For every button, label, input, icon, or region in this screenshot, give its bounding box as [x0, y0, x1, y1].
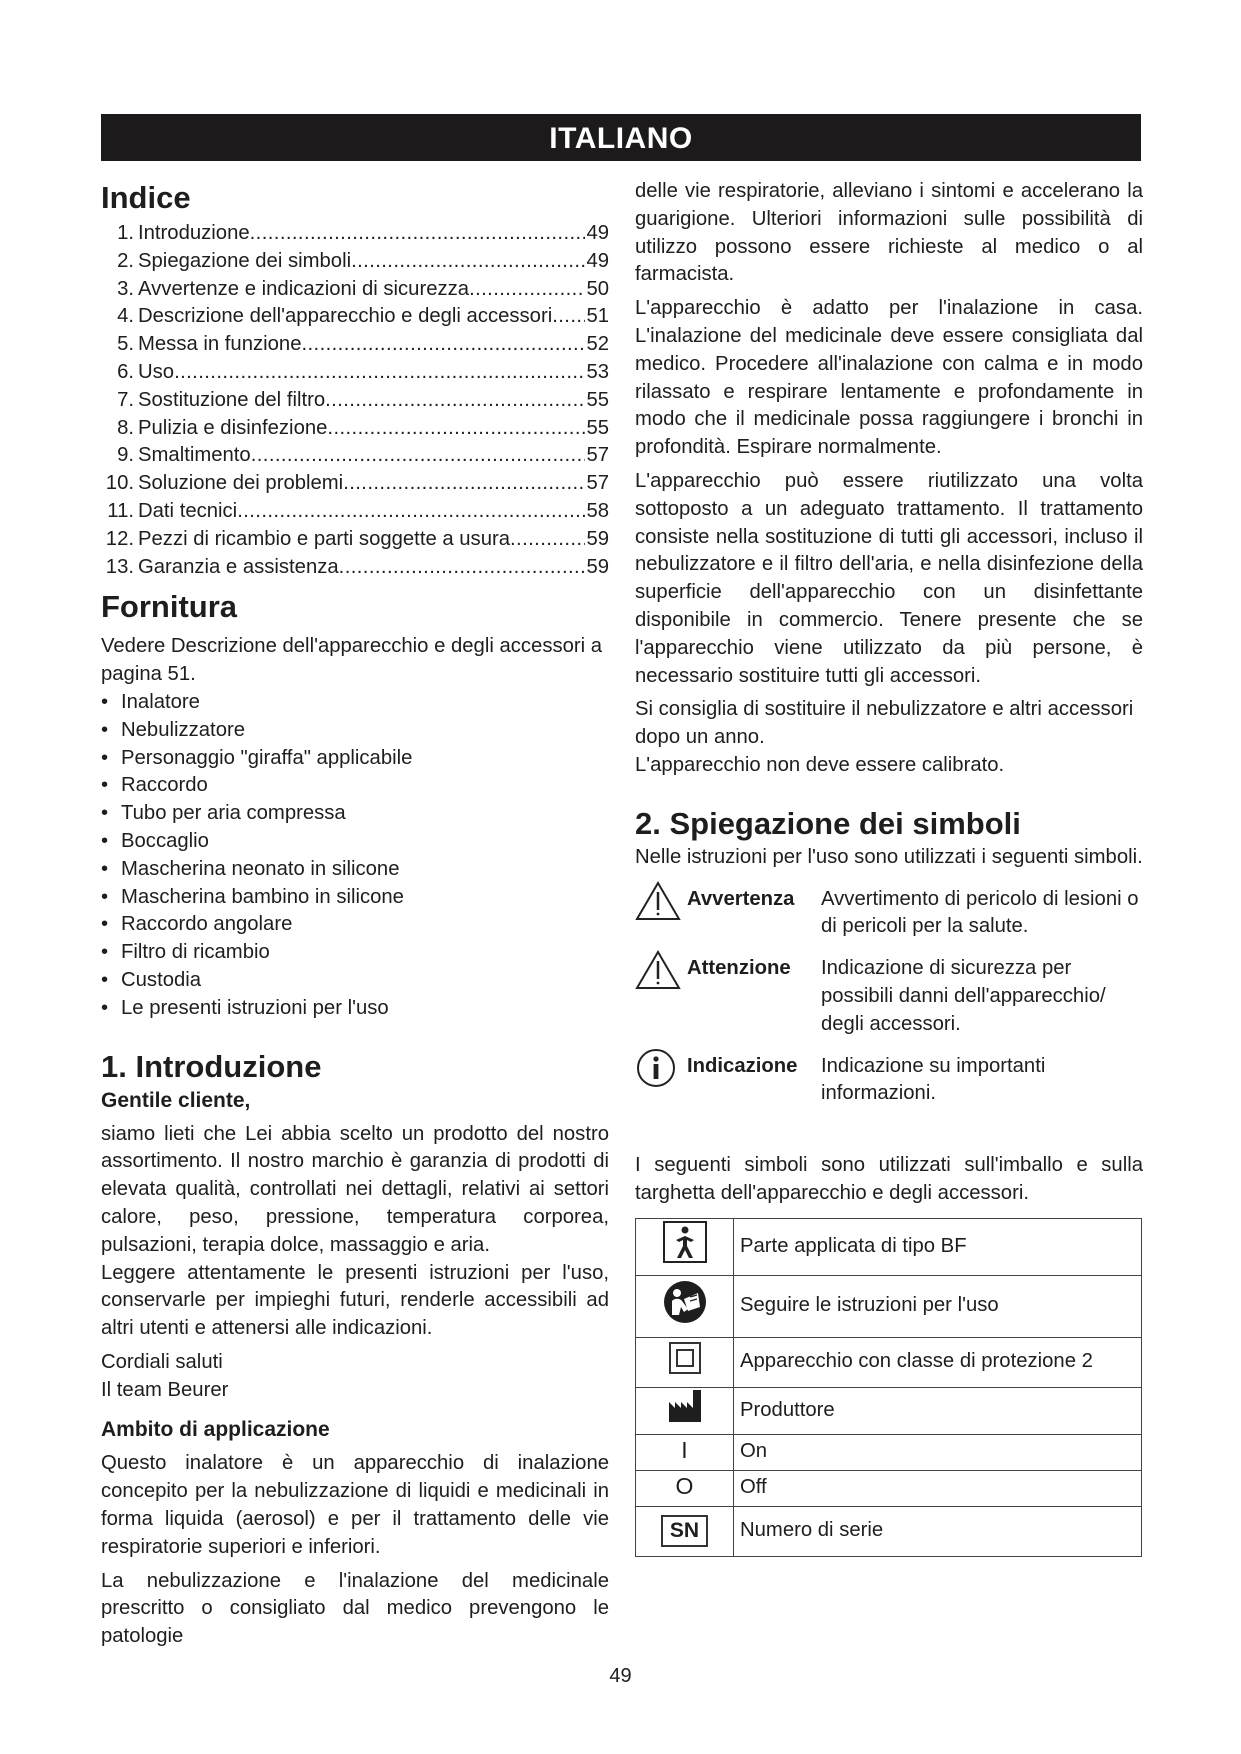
symbol-cell — [636, 1470, 734, 1506]
toc-leader-dots — [469, 276, 585, 304]
toc-label: Smaltimento — [138, 444, 251, 467]
toc-entry[interactable] — [101, 415, 609, 443]
toc-label: Avvertenze e indicazioni di sicurezza — [138, 277, 470, 300]
symbol-description: Numero di serie — [734, 1506, 1142, 1556]
symbol-cell — [636, 1387, 734, 1434]
toc-page: 53 — [586, 360, 609, 383]
toc-number: 9. — [117, 444, 134, 467]
fornitura-item-label: Custodia — [121, 968, 202, 991]
symbol-table-row — [636, 1218, 1142, 1275]
toc-label: Uso — [138, 360, 175, 383]
scope-paragraph-2: La nebulizzazione e l'inalazione del medicinale prescritto o consigliato dal medico prevengono le patologie — [101, 1569, 609, 1648]
toc-entry[interactable] — [101, 470, 609, 498]
right-paragraph-2: L'apparecchio è adatto per l'inalazione in casa. L'inalazione del medicinale deve essere consigliata dal medico. Procedere all'inalazione con calma e in modo rilassato e respirare lentamente e profondamente in modo che il medicinale possa raggiungere i bronchi in profondità. Espirare normalmente. — [635, 297, 1143, 459]
toc-label: Introduzione — [138, 222, 250, 244]
toc-page: 59 — [586, 527, 609, 550]
toc-label: Messa in funzione — [138, 333, 302, 356]
toc-leader-dots — [251, 442, 586, 470]
toc-number: 1. — [117, 222, 134, 244]
toc-entry[interactable] — [101, 526, 609, 554]
fornitura-item — [101, 884, 609, 912]
symbol-table-row — [636, 1434, 1142, 1470]
toc-number: 8. — [117, 416, 134, 439]
symbol-description: Off — [734, 1470, 1142, 1506]
table-of-contents — [101, 220, 609, 581]
info-circle-icon — [635, 1047, 687, 1091]
symbol-cell — [636, 1218, 734, 1275]
toc-number: 10. — [105, 472, 134, 495]
toc-entry[interactable] — [101, 303, 609, 331]
symbol-table-row — [636, 1337, 1142, 1387]
symbol-description: Parte applicata di tipo BF — [734, 1218, 1142, 1275]
signal-word-name: Attenzione — [687, 957, 791, 980]
toc-label: Descrizione dell'apparecchio e degli accessori — [138, 305, 553, 328]
fornitura-item-label: Mascherina neonato in silicone — [121, 857, 400, 880]
toc-label: Garanzia e assistenza — [138, 555, 339, 578]
protection-class-2-icon — [668, 1341, 702, 1384]
fornitura-intro: Vedere Descrizione dell'apparecchio e degli accessori a pagina 51. — [101, 635, 603, 686]
manufacturer-icon — [667, 1388, 703, 1433]
language-header — [101, 114, 1141, 161]
toc-number: 7. — [117, 388, 134, 411]
symbol-cell — [636, 1275, 734, 1337]
toc-label: Spiegazione dei simboli — [138, 249, 352, 272]
toc-number: 2. — [117, 249, 134, 272]
toc-leader-dots — [174, 359, 585, 387]
scope-heading: Ambito di applicazione — [101, 1418, 330, 1442]
right-paragraph-5: L'apparecchio non deve essere calibrato. — [635, 753, 1005, 776]
toc-page: 57 — [586, 444, 609, 467]
toc-number: 4. — [117, 305, 134, 328]
closing-line-1: Cordiali saluti — [101, 1350, 223, 1373]
symbol-table-row — [636, 1506, 1142, 1556]
fornitura-item — [101, 856, 609, 884]
right-paragraph-4: Si consiglia di sostituire il nebulizzatore e altri accessori dopo un anno. — [635, 698, 1134, 749]
toc-entry[interactable] — [101, 331, 609, 359]
introduction-heading: 1. Introduzione — [101, 1048, 322, 1084]
toc-label: Pezzi di ricambio e parti soggette a usura — [138, 527, 511, 550]
scope-paragraph-1: Questo inalatore è un apparecchio di inalazione concepito per la nebulizzazione di liquidi e medicinali in forma liquida (aerosol) e per il trattamento delle vie respiratorie superiori e inferiori. — [101, 1452, 609, 1558]
closing-line-2: Il team Beurer — [101, 1378, 229, 1401]
fornitura-item-label: Personaggio "giraffa" applicabile — [121, 746, 413, 769]
fornitura-heading: Fornitura — [101, 589, 238, 625]
right-column — [635, 178, 1143, 1557]
index-heading: Indice — [101, 180, 191, 215]
toc-entry[interactable] — [101, 276, 609, 304]
fornitura-item — [101, 772, 609, 800]
fornitura-item — [101, 800, 609, 828]
right-paragraph-3: L'apparecchio può essere riutilizzato una volta sottoposto a un adeguato trattamento. Il trattamento consiste nella sostituzione di tutti gli accessori, incluso il nebulizzatore e il filtro dell'aria, e nella disinfezione della superficie dell'apparecchio con un disinfettante disponibile in commercio. Tenere presente che se l'apparecchio viene utilizzato da più persone, è necessario sostituire tutti gli accessori. — [635, 469, 1143, 687]
symbol-cell — [636, 1337, 734, 1387]
toc-page: 55 — [586, 388, 609, 411]
toc-label: Sostituzione del filtro — [138, 388, 326, 411]
signal-word-description: Avvertimento di pericolo di lesioni o di pericoli per la salute. — [821, 887, 1139, 938]
fornitura-item — [101, 911, 609, 939]
toc-leader-dots — [510, 526, 585, 554]
toc-leader-dots — [301, 331, 585, 359]
toc-page: 50 — [586, 277, 609, 300]
intro-paragraph-2: Leggere attentamente le presenti istruzioni per l'uso, conservarle per impieghi futuri, renderle accessibili ad altri utenti e attenersi alle indicazioni. — [101, 1261, 609, 1340]
fornitura-item-label: Raccordo — [121, 774, 208, 797]
symbol-cell — [636, 1434, 734, 1470]
toc-number: 11. — [107, 499, 134, 522]
toc-entry[interactable] — [101, 220, 609, 248]
toc-page: 58 — [586, 499, 609, 522]
fornitura-list — [101, 689, 609, 1023]
fornitura-item-label: Boccaglio — [121, 829, 209, 852]
warning-triangle-icon — [635, 880, 687, 924]
toc-leader-dots — [250, 220, 586, 248]
toc-page: 51 — [586, 305, 609, 328]
toc-page: 57 — [586, 472, 609, 495]
toc-leader-dots — [327, 415, 585, 443]
toc-label: Soluzione dei problemi — [138, 472, 344, 495]
symbol-table-row — [636, 1275, 1142, 1337]
fornitura-item — [101, 995, 609, 1023]
toc-leader-dots — [237, 498, 585, 526]
toc-number: 6. — [117, 360, 134, 383]
fornitura-item-label: Le presenti istruzioni per l'uso — [121, 996, 389, 1019]
toc-entry[interactable] — [101, 498, 609, 526]
symbols-intro: Nelle istruzioni per l'uso sono utilizzati i seguenti simboli. — [635, 845, 1143, 868]
toc-number: 5. — [117, 333, 134, 356]
fornitura-item — [101, 689, 609, 717]
fornitura-item-label: Inalatore — [121, 690, 200, 713]
follow-instructions-icon — [662, 1279, 708, 1334]
left-column — [101, 178, 609, 1651]
fornitura-item — [101, 828, 609, 856]
symbols-heading: 2. Spiegazione dei simboli — [635, 805, 1021, 841]
language-title: ITALIANO — [549, 122, 693, 155]
toc-page: 52 — [586, 333, 609, 356]
bf-applied-part-icon — [662, 1220, 708, 1273]
fornitura-item-label: Nebulizzatore — [121, 718, 246, 741]
off-icon: O — [675, 1473, 694, 1500]
toc-leader-dots — [343, 470, 585, 498]
toc-leader-dots — [552, 303, 585, 331]
toc-entry[interactable] — [101, 387, 609, 415]
toc-label: Dati tecnici — [138, 499, 238, 522]
symbols-table — [635, 1218, 1142, 1557]
toc-number: 12. — [105, 527, 134, 550]
fornitura-item-label: Mascherina bambino in silicone — [121, 885, 404, 908]
toc-page: 55 — [586, 416, 609, 439]
toc-number: 13. — [105, 555, 134, 578]
signal-words-list — [635, 880, 1143, 1109]
symbol-description: Produttore — [734, 1387, 1142, 1434]
greeting: Gentile cliente, — [101, 1088, 251, 1112]
toc-page: 59 — [586, 555, 609, 578]
intro-paragraph-1: siamo lieti che Lei abbia scelto un prodotto del nostro assortimento. Il nostro marchio è garanzia di prodotti di elevata qualità, controllati nei dettagli, relativi ai settori calore, peso, pressione, temperatura corporea, pulsazioni, terapia dolce, massaggio e aria. — [101, 1122, 609, 1256]
fornitura-item-label: Filtro di ricambio — [121, 941, 270, 964]
signal-word-name: Avvertenza — [687, 887, 795, 910]
fornitura-item-label: Raccordo angolare — [121, 913, 293, 936]
toc-entry[interactable] — [101, 359, 609, 387]
symbol-description: Seguire le istruzioni per l'uso — [734, 1275, 1142, 1337]
symbol-description: On — [734, 1434, 1142, 1470]
fornitura-item — [101, 967, 609, 995]
fornitura-item — [101, 717, 609, 745]
right-paragraph-1: delle vie respiratorie, alleviano i sintomi e accelerano la guarigione. Ulteriori informazioni sulle possibilità di utilizzo possono essere richieste al medico o al farmacista. — [635, 180, 1143, 286]
toc-leader-dots — [351, 248, 585, 276]
signal-word-description: Indicazione su importanti informazioni. — [821, 1054, 1046, 1105]
signal-word-row — [635, 880, 1143, 942]
toc-entry[interactable] — [101, 554, 609, 582]
symbol-table-row — [636, 1387, 1142, 1434]
fornitura-item-label: Tubo per aria compressa — [121, 802, 346, 825]
packaging-intro: I seguenti simboli sono utilizzati sull'imballo e sulla targhetta dell'apparecchio e degli accessori. — [635, 1154, 1143, 1204]
signal-word-row — [635, 1047, 1143, 1109]
toc-leader-dots — [339, 554, 586, 582]
toc-page: 49 — [586, 222, 609, 244]
toc-page: 49 — [586, 249, 609, 272]
toc-entry[interactable] — [101, 248, 609, 276]
toc-leader-dots — [325, 387, 585, 415]
symbol-table-row — [636, 1470, 1142, 1506]
toc-entry[interactable] — [101, 442, 609, 470]
toc-number: 3. — [117, 277, 134, 300]
signal-word-name: Indicazione — [687, 1054, 798, 1077]
serial-number-icon: SN — [661, 1515, 708, 1547]
fornitura-item — [101, 939, 609, 967]
caution-triangle-icon — [635, 949, 687, 993]
symbol-description: Apparecchio con classe di protezione 2 — [734, 1337, 1142, 1387]
on-icon: I — [681, 1437, 688, 1464]
toc-label: Pulizia e disinfezione — [138, 416, 328, 439]
symbol-cell — [636, 1506, 734, 1556]
signal-word-description: Indicazione di sicurezza per possibili danni dell'apparecchio/ degli accessori. — [821, 957, 1106, 1035]
fornitura-item — [101, 745, 609, 773]
signal-word-row — [635, 949, 1143, 1038]
page-number: 49 — [609, 1665, 632, 1687]
